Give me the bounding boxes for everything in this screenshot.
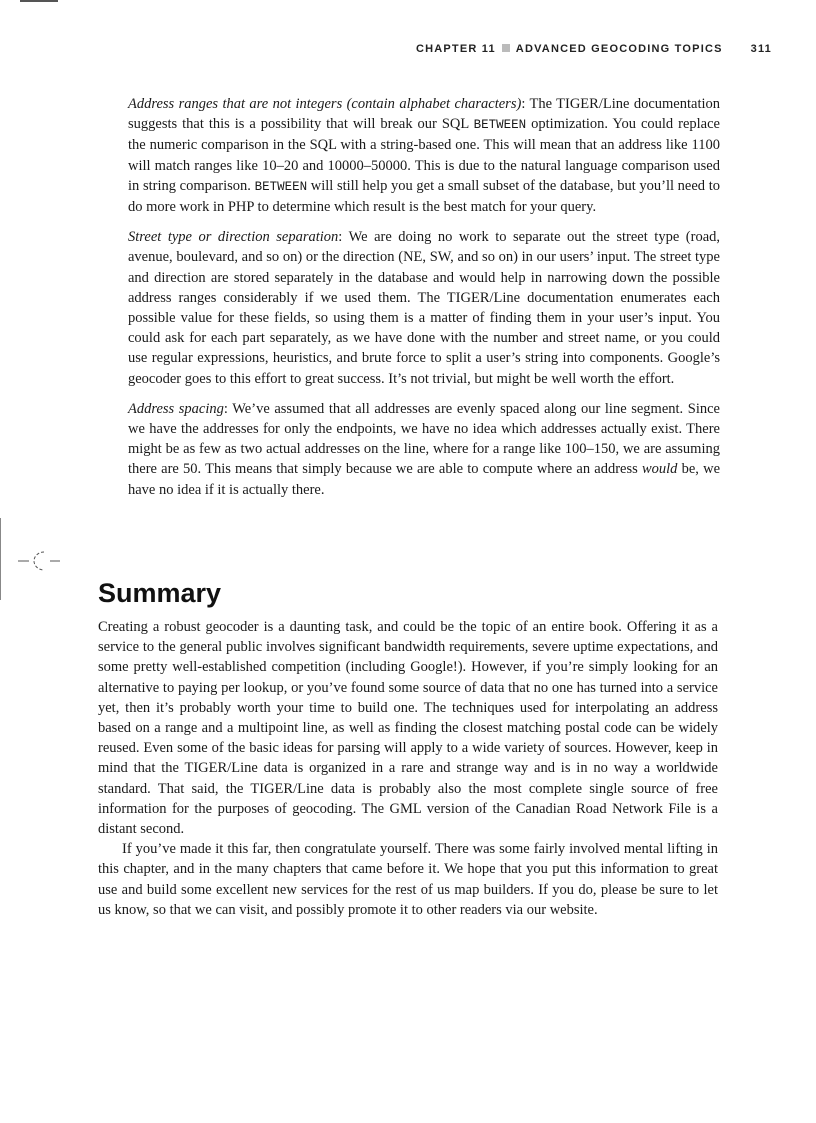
emphasis-word: would (641, 461, 678, 478)
bullet-text: : We’ve assumed that all addresses are evenly spaced along our line segment. Since we have the addresses for only the endpoints, we have no idea which addresses actually exist. There might be as few as two actual addresses on the line, where for a range like 100–150, we are assuming there are 50. This means that simply because we are able to compute where an address (128, 400, 720, 478)
bullet-item-address-spacing (128, 399, 720, 500)
summary-body (98, 617, 718, 920)
registration-mark-icon (18, 548, 64, 574)
separator-square-icon (502, 44, 510, 52)
bullet-list (128, 94, 720, 510)
bullet-text: optimization. You could replace the numeric comparison in the SQL with a string-based one. This will mean that an address like 1100 will match ranges like 10–20 and 10000–50000. This is due to the natural language comparison used in string comparison. (128, 116, 720, 194)
bullet-term: Street type or direction separation (128, 229, 339, 246)
section-title: ADVANCED GEOCODING TOPICS (515, 43, 723, 55)
page-number: 311 (750, 43, 772, 55)
crop-mark-top (20, 0, 58, 2)
bullet-text: : We are doing no work to separate out the street type (road, avenue, boulevard, and so on) or the direction (NE, SW, and so on) in our users’ input. The street type and direction are stored separately in the database and would help in narrowing down the possible address ranges considerably if we used them. The TIGER/Line documentation enumerates each possible value for these fields, so using them is a matter of finding them in your user’s input. You could ask for each part separately, as we have done with the number and street name, or you could use regular expressions, heuristics, and brute force to split a user’s string into components. Google’s geocoder goes to this effort to great success. It’s not trivial, but might be well worth the effort. (128, 229, 721, 387)
section-heading-summary: Summary (98, 578, 222, 608)
summary-paragraph: If you’ve made it this far, then congratulate yourself. There was some fairly involved mental lifting in this chapter, and in the many chapters that came before it. We hope that you put this information to great use and build some excellent new services for the rest of us map builders. If you do, please be sure to let us know, so that we can visit, and possibly promote it to other readers via our website. (98, 841, 718, 918)
code-keyword: BETWEEN (473, 118, 527, 133)
bullet-text: be, we have no idea if it is actually there. (128, 461, 721, 498)
code-keyword: BETWEEN (254, 179, 308, 194)
chapter-label: CHAPTER 11 (415, 43, 496, 55)
bullet-item-street-type (128, 227, 720, 389)
running-header (0, 43, 772, 55)
summary-paragraph: Creating a robust geocoder is a daunting task, and could be the topic of an entire book. Offering it as a service to the general public involves significant bandwidth requirements, severe uptime expectations, and some pretty well-established competition (including Google!). However, if you’re simply looking for an alternative to paying per lookup, or you’ve found some source of data that no one has turned into a service yet, then it’s probably worth your time to build one. The techniques used for interpolating an address based on a range and a multipoint line, as well as finding the closest matching postal code can be widely reused. Even some of the basic ideas for parsing will apply to a wide variety of sources. However, keep in mind that the TIGER/Line data is organized in a rare and strange way and is in no way a worldwide standard. That said, the TIGER/Line data is probably also the most complete single source of free information for the purposes of geocoding. The GML version of the Canadian Road Network File is a distant second. (98, 619, 718, 838)
bullet-term: Address spacing (128, 400, 224, 417)
bullet-term: Address ranges that are not integers (contain alphabet characters) (128, 96, 522, 112)
bullet-text: : The TIGER/Line documentation suggests that this is a possibility that will break our SQL (128, 96, 720, 133)
bullet-item-address-ranges (128, 94, 720, 217)
crop-mark-left (0, 518, 1, 600)
bullet-text: will still help you get a small subset of the database, but you’ll need to do more work in PHP to determine which result is the best match for your query. (128, 177, 720, 216)
